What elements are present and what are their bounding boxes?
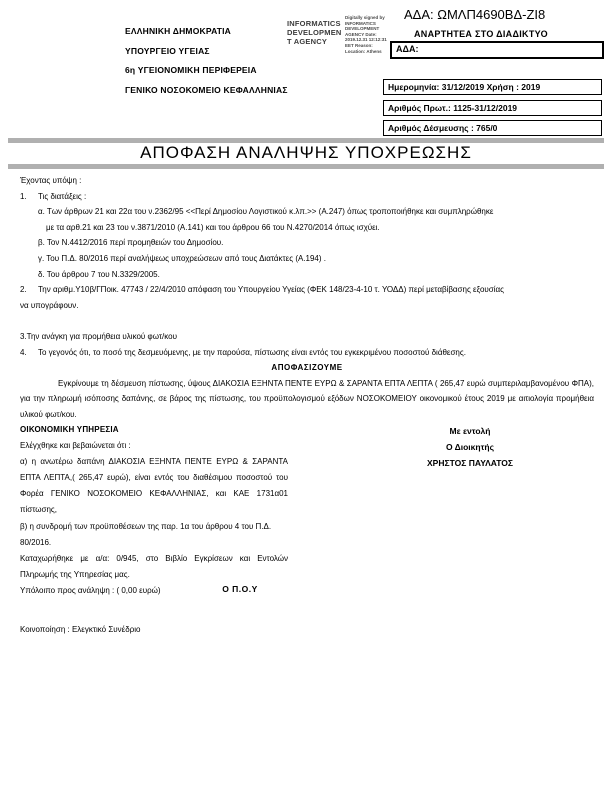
date-box: Ημερομηνία: 31/12/2019 Χρήση : 2019 [383, 79, 602, 95]
preamble-item-1a: α. Των άρθρων 21 και 22α του ν.2362/95 <<Περί Δημοσίου Λογιστικού κ.λπ.>> (Α.247) όπως τροποποιήθηκε και συμπληρώθηκε [38, 207, 494, 217]
item-text: Την αριθμ.Υ10β/ΓΠοικ. 47743 / 22/4/2010 απόφαση του Υπουργείου Υγείας (ΦΕΚ 148/23-4-10 τ. ΥΟΔΔ) περί μεταβίβασης εξουσίας [38, 285, 504, 295]
preamble-intro: Έχοντας υπόψη : [20, 176, 82, 185]
remaining-balance: Υπόλοιπο προς ανάληψη : ( 0,00 ευρώ) [20, 585, 161, 595]
spacer [20, 313, 594, 329]
approval-signature-block [385, 423, 555, 472]
decision-paragraph: Εγκρίνουμε τη δέσμευση πίστωσης, ύψους ΔΙΑΚΟΣΙΑ ΕΞΗΝΤΑ ΠΕΝΤΕ ΕΥΡΩ & ΣΑΡΑΝΤΑ ΕΠΤΑ ΛΕΠΤΑ ( 265,47 ευρώ συμπεριλαμβανομένου ΦΠΑ), για την πληρωμή ισόποσης δαπάνης, σε βάρος της πίστωσης, του προϋπολογισμού εξόδων ΝΟΣΟΚΟΜΕΙΟΥ οικονομικού έτους 2019 με αιτιολογία προμήθεια υλικού φωτ/κου. [20, 378, 594, 419]
decision-heading: ΑΠΟΦΑΣΙΖΟΥΜΕ [271, 363, 343, 373]
issuer-ministry: ΥΠΟΥΡΓΕΙΟ ΥΓΕΙΑΣ [125, 45, 210, 56]
verification-point-a: α) η ανωτέρω δαπάνη ΔΙΑΚΟΣΙΑ ΕΞΗΝΤΑ ΠΕΝΤΕ ΕΥΡΩ & ΣΑΡΑΝΤΑ ΕΠΤΑ ΛΕΠΤΑ,( 265,47 ευρώ), είναι εντός του διαθέσιμου ποσοστού του Φορέα ΓΕΝΙΚΟ ΝΟΣΟΚΟΜΕΙΟ ΚΕΦΑΛΛΗΝΙΑΣ, και ΚΑΕ 1731α01 πίστωσης, [20, 457, 288, 515]
ada-entry-box [390, 41, 604, 59]
issuer-health-region: 6η ΥΓΕΙΟΝΟΜΙΚΗ ΠΕΡΙΦΕΡΕΙΑ [125, 65, 257, 75]
issuer-hospital: ΓΕΝΙΚΟ ΝΟΣΟΚΟΜΕΙΟ ΚΕΦΑΛΛΗΝΙΑΣ [125, 84, 288, 95]
financial-officer-signature-title: Ο Π.Ο.Υ [222, 584, 258, 594]
notification-recipients: Κοινοποίηση : Ελεγκτικό Συνέδριο [20, 625, 141, 634]
digital-signature-details: Digitally signed by INFORMATICS DEVELOPMENT AGENCY Date: 2019.12.31 12:12:31 EET Reason: Location: Athens [345, 15, 387, 54]
issuer-country: ΕΛΛΗΝΙΚΗ ΔΗΜΟΚΡΑΤΙΑ [125, 26, 232, 36]
financial-service-heading: ΟΙΚΟΝΟΜΙΚΗ ΥΠΗΡΕΣΙΑ [20, 425, 119, 434]
ada-code-line: ΑΔΑ: ΩΜΛΠ4690ΒΔ-ΖΙ8 [404, 7, 546, 22]
preamble-item-2 [20, 282, 594, 298]
preamble-item-4 [20, 345, 594, 361]
preamble-item-3: 3.Την ανάγκη για προμήθεια υλικού φωτ/κου [20, 331, 177, 341]
preamble-item-1 [20, 189, 594, 205]
preamble-item-1d: δ. Του άρθρου 7 του Ν.3329/2005. [38, 269, 160, 279]
item-text: Τις διατάξεις : [38, 191, 87, 201]
document-title: ΑΠΟΦΑΣΗ ΑΝΑΛΗΨΗΣ ΥΠΟΧΡΕΩΣΗΣ [140, 143, 472, 162]
preamble-item-2-cont: να υπογράφουν. [20, 300, 79, 310]
ada-box-label: ΑΔΑ: [396, 44, 419, 54]
digital-signature-agency: INFORMATICS DEVELOPMEN T AGENCY [287, 19, 342, 46]
item-number: 2. [20, 285, 27, 295]
issuing-authority-block [125, 22, 288, 100]
verified-statement: Ελέγχθηκε και βεβαιώνεται ότι : [20, 441, 131, 451]
item-number: 4. [20, 347, 27, 357]
by-order-label: Με εντολή [449, 426, 491, 436]
commitment-number-box: Αριθμός Δέσμευσης : 765/0 [383, 120, 602, 136]
preamble-item-1b: β. Τον Ν.4412/2016 περί προμηθειών του Δημοσίου. [38, 238, 224, 248]
verification-point-b: β) η συνδρομή των προϋποθέσεων της παρ. 1α του άρθρου 4 του Π.Δ. 80/2016. [20, 521, 272, 547]
registration-statement: Καταχωρήθηκε με α/α: 0/945, στο Βιβλίο Εγκρίσεων και Εντολών Πληρωμής της Υπηρεσίας μας. [20, 553, 288, 579]
item-number: 1. [20, 191, 27, 201]
preamble-item-1a-cont: με τα αρθ.21 και 23 του ν.3871/2010 (Α.141) και του άρθρου 66 του Ν.4270/2014 όπως ισχύει. [46, 222, 380, 232]
financial-service-section [20, 422, 288, 599]
preamble-item-1c: γ. Του Π.Δ. 80/2016 περί αναλήψεως υποχρεώσεων από τους Διατάκτες (Α.194) . [38, 253, 326, 263]
item-text: Το γεγονός ότι, το ποσό της δεσμευόμενης, με την παρούσα, πίστωσης είναι εντός του εγκεκριμένου ποσοστού διάθεσης. [38, 347, 466, 357]
protocol-number-box: Αριθμός Πρωτ.: 1125-31/12/2019 [383, 100, 602, 116]
preamble-section [20, 173, 594, 423]
commander-name: ΧΡΗΣΤΟΣ ΠΑΥΛΑΤΟΣ [427, 458, 513, 469]
title-divider-bottom [8, 164, 604, 169]
internet-posting-notice: ΑΝΑΡΤΗΤΕΑ ΣΤΟ ΔΙΑΔΙΚΤΥΟ [414, 29, 548, 39]
commander-role: Ο Διοικητής [445, 442, 495, 453]
